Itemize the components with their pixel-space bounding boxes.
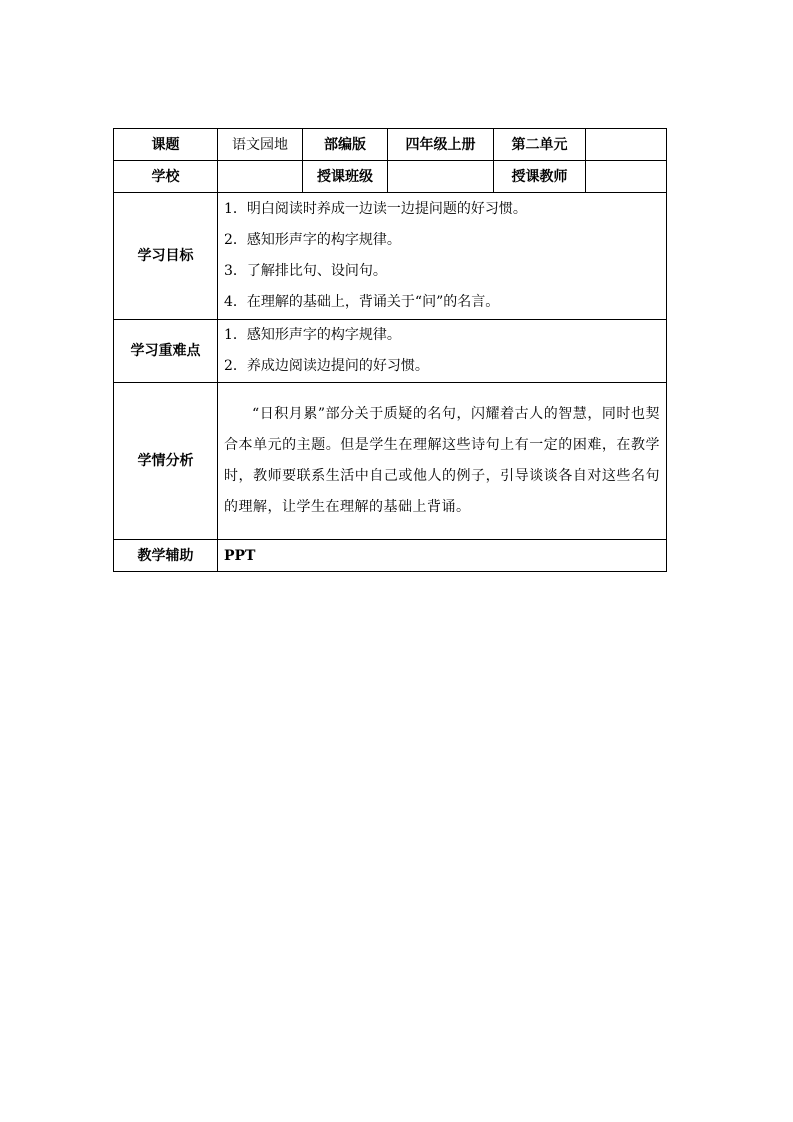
aids-row <box>114 540 667 572</box>
analysis-text: “日积月累”部分关于质疑的名句，闪耀着古人的智慧，同时也契合本单元的主题。但是学生在理解这些诗句上有一定的困难，在教学时，教师要联系生活中自己或他人的例子，引导谈谈各自对这些名句的理解，让学生在理解的基础上背诵。 <box>224 406 660 515</box>
school-value <box>218 161 303 193</box>
objective-item: 3．了解排比句、设问句。 <box>224 263 387 279</box>
key-point-item: 1．感知形声字的构字规律。 <box>224 327 401 343</box>
school-row <box>114 161 667 193</box>
key-points-row <box>114 320 667 383</box>
topic-label: 课题 <box>114 129 218 161</box>
objectives-content <box>218 193 667 320</box>
grade-cell: 四年级上册 <box>388 129 494 161</box>
analysis-content <box>218 383 667 540</box>
lesson-plan-table <box>113 128 667 572</box>
aids-value: PPT <box>218 540 667 572</box>
header-extra-cell <box>586 129 667 161</box>
unit-cell: 第二单元 <box>494 129 586 161</box>
objective-item: 4．在理解的基础上，背诵关于“问”的名言。 <box>224 294 500 310</box>
analysis-label: 学情分析 <box>114 383 218 540</box>
key-points-content <box>218 320 667 383</box>
objectives-row <box>114 193 667 320</box>
objectives-label: 学习目标 <box>114 193 218 320</box>
edition-cell: 部编版 <box>303 129 388 161</box>
teacher-label: 授课教师 <box>494 161 586 193</box>
class-label: 授课班级 <box>303 161 388 193</box>
objective-item: 2．感知形声字的构字规律。 <box>224 232 401 248</box>
aids-label: 教学辅助 <box>114 540 218 572</box>
school-label: 学校 <box>114 161 218 193</box>
topic-value: 语文园地 <box>218 129 303 161</box>
header-row <box>114 129 667 161</box>
key-points-label: 学习重难点 <box>114 320 218 383</box>
class-value <box>388 161 494 193</box>
key-point-item: 2．养成边阅读边提问的好习惯。 <box>224 358 429 374</box>
teacher-value <box>586 161 667 193</box>
objective-item: 1．明白阅读时养成一边读一边提问题的好习惯。 <box>224 201 527 217</box>
analysis-row <box>114 383 667 540</box>
